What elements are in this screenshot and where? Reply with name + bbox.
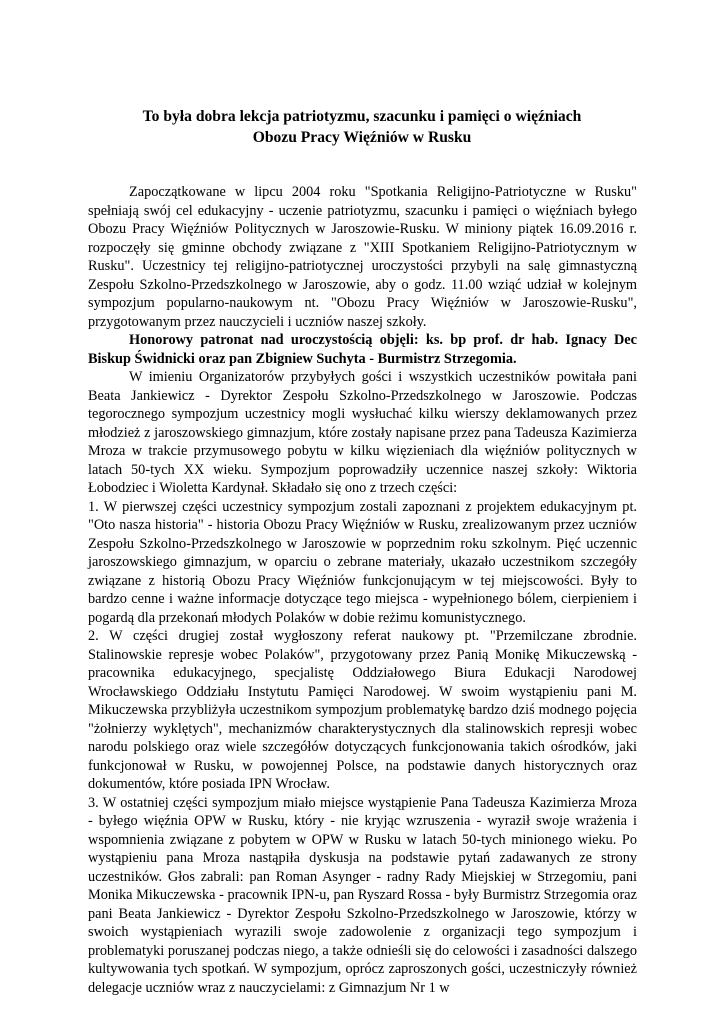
title-line-1: To była dobra lekcja patriotyzmu, szacunku i pamięci o więźniach xyxy=(142,108,582,125)
paragraph-welcome: W imieniu Organizatorów przybyłych gości i wszystkich uczestników powitała pani Beata Jankiewicz - Dyrektor Zespołu Szkolno-Przedszkolnego w Jaroszowie. Podczas tegorocznego sympozjum uczestnicy mogli wysłuchać kilku wierszy deklamowanych przez młodzież z jaroszowskiego gimnazjum, które zostały napisane przez pana Tadeusza Kazimierza Mroza w trakcie przymusowego pobytu w kilku więzieniach dla więźniów politycznych w latach 50-tych XX wieku. Sympozjum poprowadziły uczennice naszej szkoły: Wiktoria Łobodziec i Wioletta Kardynał. Składało się ono z trzech części: xyxy=(88,369,637,496)
paragraph-part-2: 2. W części drugiej został wygłoszony referat naukowy pt. "Przemilczane zbrodnie. Stalinowskie represje wobec Polaków", przygotowany przez Panią Monikę Mikuczewską - pracownika edukacyjnego, specjalistę Oddziałowego Biura Edukacji Narodowej Wrocławskiego Oddziału Instytutu Pamięci Narodowej. W swoim wystąpieniu pani M. Mikuczewska przybliżyła uczestnikom sympozjum problematykę bardzo dziś modnego pojęcia "żołnierzy wyklętych", mechanizmów charakterystycznych dla stalinowskich represji wobec narodu polskiego oraz wiele szczegółów dotyczących funkcjonowania takich ośrodków, jaki funkcjonował w Rusku, w powojennej Polsce, na podstawie danych historycznych oraz dokumentów, które posiada IPN Wrocław. xyxy=(88,628,637,792)
title-line-2: Obozu Pracy Więźniów w Rusku xyxy=(252,129,472,146)
paragraph-intro: Zapoczątkowane w lipcu 2004 roku "Spotkania Religijno-Patriotyczne w Rusku" spełniają swój cel edukacyjny - uczenie patriotyzmu, szacunku i pamięci o więźniach byłego Obozu Pracy Więźniów Politycznych w Jaroszowie-Rusku. W miniony piątek 16.09.2016 r. rozpoczęły się gminne obchody związane z "XIII Spotkaniem Religijno-Patriotycznym w Rusku". Uczestnicy tej religijno-patriotycznej uroczystości przybyli na salę gimnastyczną Zespołu Szkolno-Przedszkolnego w Jaroszowie, aby o godz. 11.00 wziąć udział w kolejnym sympozjum popularno-naukowym nt. "Obozu Pracy Więźniów w Jaroszowie-Rusku", przygotowanym przez nauczycieli i uczniów naszej szkoły. xyxy=(88,184,637,330)
document-title xyxy=(88,106,636,148)
document-body xyxy=(88,183,637,997)
paragraph-part-3: 3. W ostatniej części sympozjum miało miejsce wystąpienie Pana Tadeusza Kazimierza Mroza - byłego więźnia OPW w Rusku, który - nie kryjąc wzruszenia - wyraził swoje wrażenia i wspomnienia związane z pobytem w OPW w Rusku w latach 50-tych minionego wieku. Po wystąpieniu pana Mroza nastąpiła dyskusja na podstawie pytań zadawanych ze strony uczestników. Głos zabrali: pan Roman Asynger - radny Rady Miejskiej w Strzegomiu, pani Monika Mikuczewska - pracownik IPN-u, pan Ryszard Rossa - były Burmistrz Strzegomia oraz pani Beata Jankiewicz - Dyrektor Zespołu Szkolno-Przedszkolnego w Jaroszowie, którzy w swoich wystąpieniach wyrazili swoje zadowolenie z organizacji tego sympozjum i problematyki poruszanej podczas niego, a także odnieśli się do celowości i zasadności dalszego kultywowania tych spotkań. W sympozjum, oprócz zaproszonych gości, uczestniczyły również delegacje uczniów wraz z nauczycielami: z Gimnazjum Nr 1 w xyxy=(88,794,637,996)
paragraph-part-1: 1. W pierwszej części uczestnicy sympozjum zostali zapoznani z projektem edukacyjnym pt. "Oto nasza historia" - historia Obozu Pracy Więźniów w Rusku, zrealizowanym przez uczniów Zespołu Szkolno-Przedszkolnego w Jaroszowie w poprzednim roku szkolnym. Pięć uczennic jaroszowskiego gimnazjum, w oparciu o zebrane materiały, ukazało uczestnikom szczegóły związane z historią Obozu Pracy Więźniów funkcjonującym w tej miejscowości. Były to bardzo cenne i ważne informacje dotyczące tego miejsca - wypełnionego bólem, cierpieniem i pogardą dla przekonań młodych Polaków w dobie reżimu komunistycznego. xyxy=(88,498,637,626)
paragraph-patronage: Honorowy patronat nad uroczystością objęli: ks. bp prof. dr hab. Ignacy Dec Biskup Świdnicki oraz pan Zbigniew Suchyta - Burmistrz Strzegomia. xyxy=(88,332,637,367)
